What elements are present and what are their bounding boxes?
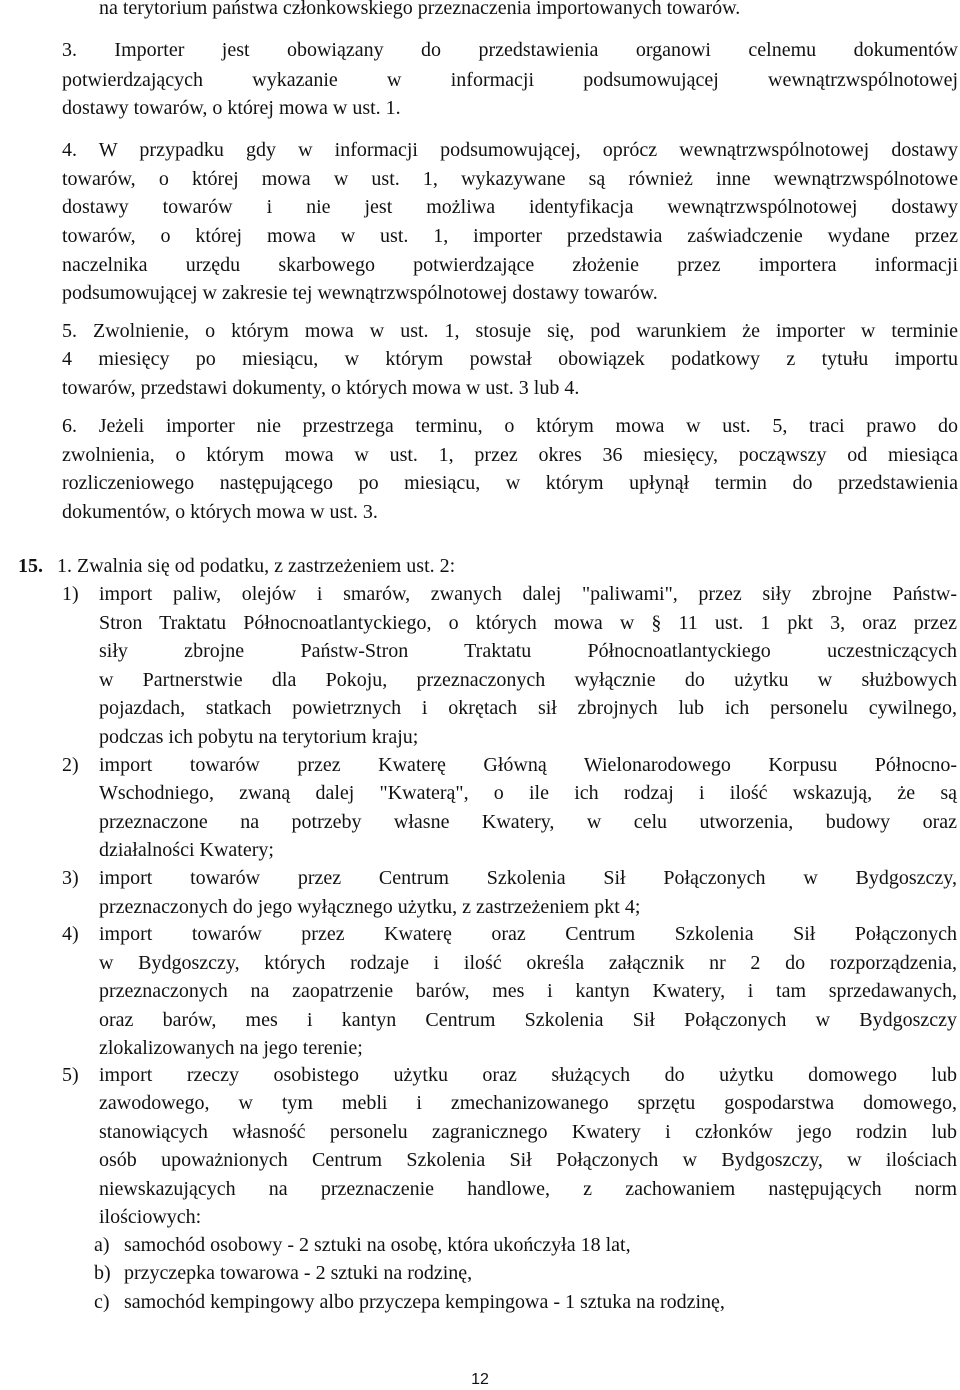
- sub-list-item-text: samochód osobowy - 2 sztuki na osobę, która ukończyła 18 lat,: [124, 1234, 631, 1256]
- list-item-line: import towarów przez Kwaterę oraz Centrum Szkolenia Sił Połączonych: [99, 923, 957, 945]
- list-item-line: import towarów przez Kwaterę Główną Wielonarodowego Korpusu Północno-: [99, 754, 957, 776]
- list-item-line: import towarów przez Centrum Szkolenia Sił Połączonych w Bydgoszczy,: [99, 867, 957, 889]
- list-item-line: ilościowych:: [99, 1206, 202, 1228]
- paragraph-tail-line: na terytorium państwa członkowskiego przeznaczenia importowanych towarów.: [99, 0, 741, 19]
- list-item-line: niewskazujących na przeznaczenie handlowe, z zachowaniem następujących norm: [99, 1178, 957, 1200]
- list-item-line: Wschodniego, zwaną dalej "Kwaterą", o ile ich rodzaj i ilość wskazują, że są: [99, 782, 957, 804]
- section-intro: 1. Zwalnia się od podatku, z zastrzeżeniem ust. 2:: [57, 555, 456, 577]
- sub-list-item-marker: b): [94, 1262, 111, 1284]
- paragraph-line: 4 miesięcy po miesiącu, w którym powstał obowiązek podatkowy z tytułu importu: [62, 348, 958, 370]
- paragraph-line: rozliczeniowego następującego po miesiącu, w którym upłynął termin do przedstawienia: [62, 472, 958, 494]
- list-item-line: przeznaczonych na zaopatrzenie barów, mes i kantyn Kwatery, i tam sprzedawanych,: [99, 980, 957, 1002]
- list-item-line: pojazdach, statkach powietrznych i okrętach sił zbrojnych lub ich personelu cywilnego,: [99, 697, 957, 719]
- paragraph-line: zwolnienia, o którym mowa w ust. 1, przez okres 36 miesięcy, począwszy od miesiąca: [62, 444, 958, 466]
- sub-list-item-text: przyczepka towarowa - 2 sztuki na rodzinę,: [124, 1262, 473, 1284]
- paragraph-line: dostawy towarów, o której mowa w ust. 1.: [62, 97, 401, 119]
- list-item-marker: 4): [62, 923, 79, 945]
- list-item-marker: 1): [62, 583, 79, 605]
- paragraph-line: dokumentów, o których mowa w ust. 3.: [62, 501, 378, 523]
- list-item-line: import rzeczy osobistego użytku oraz służących do użytku domowego lub: [99, 1064, 957, 1086]
- list-item-line: siły zbrojne Państw-Stron Traktatu Północnoatlantyckiego uczestniczących: [99, 640, 957, 662]
- list-item-line: Stron Traktatu Północnoatlantyckiego, o których mowa w § 11 ust. 1 pkt 3, oraz przez: [99, 612, 957, 634]
- list-item-line: w Bydgoszczy, których rodzaje i ilość określa załącznik nr 2 do rozporządzenia,: [99, 952, 957, 974]
- paragraph-line: podsumowującej w zakresie tej wewnątrzwspólnotowej dostawy towarów.: [62, 282, 658, 304]
- list-item-marker: 3): [62, 867, 79, 889]
- paragraph-line: potwierdzających wykazanie w informacji podsumowującej wewnątrzwspólnotowej: [62, 69, 958, 91]
- list-item-line: w Partnerstwie dla Pokoju, przeznaczonych wyłącznie do użytku w służbowych: [99, 669, 957, 691]
- list-item-marker: 2): [62, 754, 79, 776]
- list-item-line: osób upoważnionych Centrum Szkolenia Sił Połączonych w Bydgoszczy, w ilościach: [99, 1149, 957, 1171]
- paragraph-line: dostawy towarów i nie jest możliwa identyfikacja wewnątrzwspólnotowej dostawy: [62, 196, 958, 218]
- section-number: 15.: [18, 555, 43, 577]
- paragraph-line: 6. Jeżeli importer nie przestrzega terminu, o którym mowa w ust. 5, traci prawo do: [62, 415, 958, 437]
- paragraph-line: 3. Importer jest obowiązany do przedstawienia organowi celnemu dokumentów: [62, 39, 958, 61]
- paragraph-line: 5. Zwolnienie, o którym mowa w ust. 1, stosuje się, pod warunkiem że importer w terminie: [62, 320, 958, 342]
- page-number: 12: [471, 1371, 489, 1388]
- list-item-line: oraz barów, mes i kantyn Centrum Szkolenia Sił Połączonych w Bydgoszczy: [99, 1009, 957, 1031]
- paragraph-line: towarów, o której mowa w ust. 1, wykazywane są również inne wewnątrzwspólnotowe: [62, 168, 958, 190]
- paragraph-line: towarów, przedstawi dokumenty, o których mowa w ust. 3 lub 4.: [62, 377, 580, 399]
- list-item-line: działalności Kwatery;: [99, 839, 274, 861]
- paragraph-line: naczelnika urzędu skarbowego potwierdzające złożenie przez importera informacji: [62, 254, 958, 276]
- paragraph-line: 4. W przypadku gdy w informacji podsumowującej, oprócz wewnątrzwspólnotowej dostawy: [62, 139, 958, 161]
- list-item-line: zlokalizowanych na jego terenie;: [99, 1037, 363, 1059]
- sub-list-item-marker: c): [94, 1291, 110, 1313]
- list-item-line: zawodowego, w tym mebli i zmechanizowanego sprzętu gospodarstwa domowego,: [99, 1092, 957, 1114]
- list-item-line: przeznaczone na potrzeby własne Kwatery, w celu utworzenia, budowy oraz: [99, 811, 957, 833]
- paragraph-line: towarów, o której mowa w ust. 1, importer przedstawia zaświadczenie wydane przez: [62, 225, 958, 247]
- list-item-line: przeznaczonych do jego wyłącznego użytku, z zastrzeżeniem pkt 4;: [99, 896, 641, 918]
- sub-list-item-marker: a): [94, 1234, 110, 1256]
- list-item-marker: 5): [62, 1064, 79, 1086]
- list-item-line: import paliw, olejów i smarów, zwanych dalej "paliwami", przez siły zbrojne Państw-: [99, 583, 957, 605]
- list-item-line: stanowiących własność personelu zagranicznego Kwatery i członków jego rodzin lub: [99, 1121, 957, 1143]
- list-item-line: podczas ich pobytu na terytorium kraju;: [99, 726, 419, 748]
- sub-list-item-text: samochód kempingowy albo przyczepa kempingowa - 1 sztuka na rodzinę,: [124, 1291, 725, 1313]
